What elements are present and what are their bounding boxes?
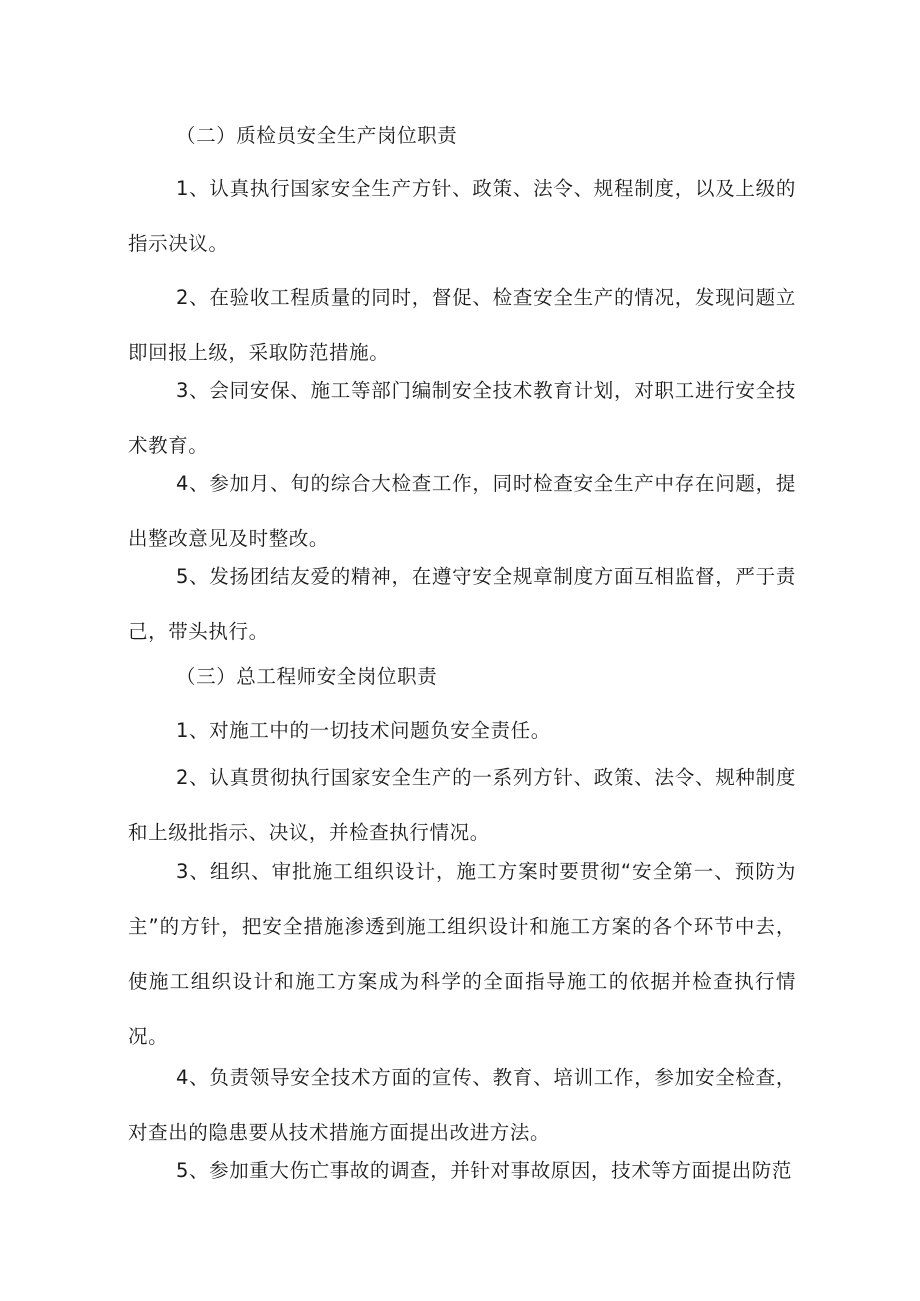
section-3-item-2: 2、认真贯彻执行国家安全生产的一系列方针、政策、法令、规种制度和上级批指示、决议，并检查执行情况。 xyxy=(128,766,796,844)
section-2-item-4: 4、参加月、旬的综合大检查工作，同时检查安全生产中存在问题，提出整改意见及时整改。 xyxy=(128,472,796,550)
section-2-item-1: 1、认真执行国家安全生产方针、政策、法令、规程制度，以及上级的指示决议。 xyxy=(128,177,796,255)
section-2-item-2: 2、在验收工程质量的同时，督促、检查安全生产的情况，发现问题立即回报上级，采取防范措施。 xyxy=(128,286,796,364)
section-3-item-4: 4、负责领导安全技术方面的宣传、教育、培训工作，参加安全检查，对查出的隐患要从技术措施方面提出改进方法。 xyxy=(128,1066,796,1144)
section-3-item-5: 5、参加重大伤亡事故的调查，并针对事故原因，技术等方面提出防范 xyxy=(176,1159,793,1182)
section-3-item-1: 1、对施工中的一切技术问题负安全责任。 xyxy=(176,719,551,742)
section-2-heading: （二）质检员安全生产岗位职责 xyxy=(176,124,458,147)
section-3-item-3: 3、组织、审批施工组织设计，施工方案时要贯彻“安全第一、预防为主”的方针，把安全措施渗透到施工组织设计和施工方案的各个环节中去，使施工组织设计和施工方案成为科学的全面指导施工的依据并检查执行情况。 xyxy=(128,860,796,1048)
section-3-heading: （三）总工程师安全岗位职责 xyxy=(176,665,438,688)
section-2-item-5: 5、发扬团结友爱的精神，在遵守安全规章制度方面互相监督，严于责己，带头执行。 xyxy=(128,565,796,643)
section-2-item-3: 3、会同安保、施工等部门编制安全技术教育计划，对职工进行安全技术教育。 xyxy=(128,379,796,457)
